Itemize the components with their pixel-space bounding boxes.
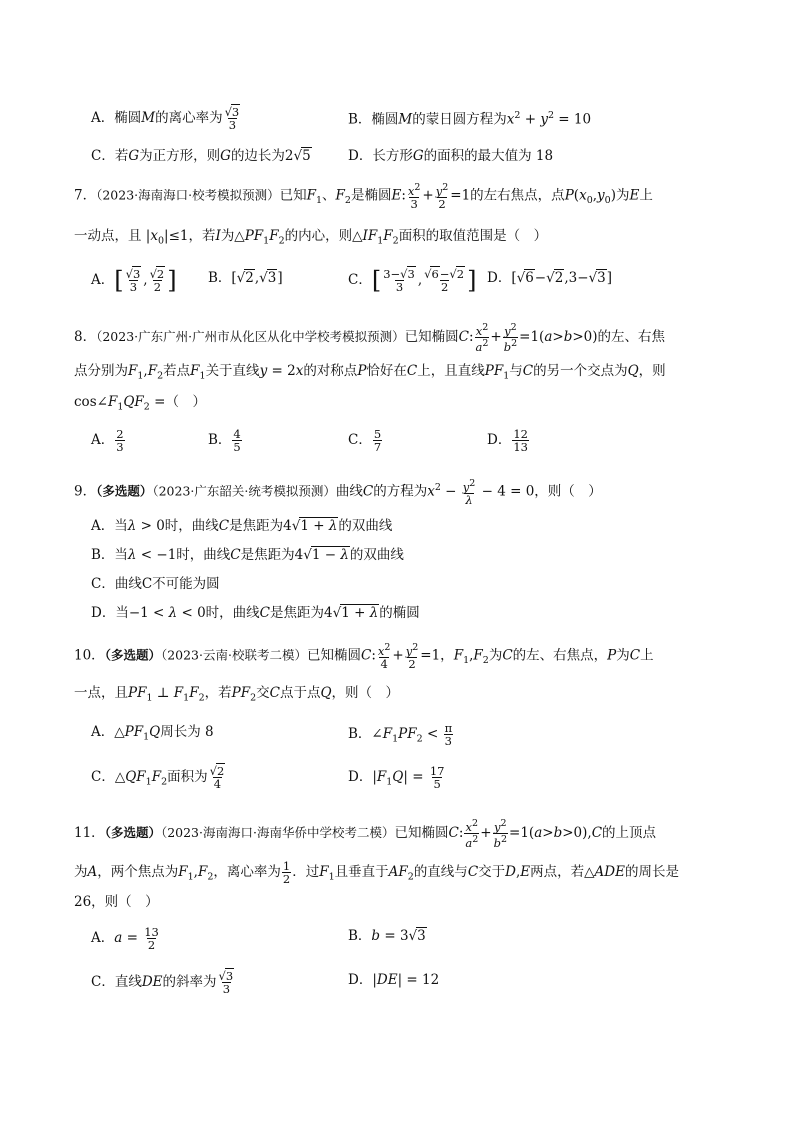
q10-line-1: 10．（多选题）（2023·云南·校联考二模）已知椭圆C: $\frac{x^2}{4}$ + $\frac{y^2}{2}$ =1，$F_1,F_2$为C的左、右焦点，P为C上 — [74, 642, 654, 671]
q9-line-1: 9．（多选题）（2023·广东韶关·统考模拟预测）曲线C的方程为$x^2$ − $\frac{y^2}{\lambda}$ − 4 = 0，则（ ） — [74, 478, 602, 507]
q10-option-d: D．$|F_1Q|$ = $\frac{17}{5}$ — [348, 764, 445, 791]
q6-option-c: C．若G为正方形，则G的边长为2√5 — [91, 148, 311, 164]
q8-option-b: B． $\frac{4}{5}$ — [208, 427, 241, 454]
q6-option-b: B．椭圆M的蒙日圆方程为$x^2 + y^2 = 10$ — [348, 110, 592, 128]
q8-line-1: 8．（2023·广东广州·广州市从化区从化中学校考模拟预测）已知椭圆C: $\frac{x^2}{a^2}$ + $\frac{y^2}{b^2}$ =1(a>b>0)的左、右焦 — [74, 322, 666, 354]
q11-line-3: 26，则（ ） — [74, 894, 159, 910]
q10-option-b: B．$\angle F_1PF_2$ < $\frac{\pi}{3}$ — [348, 721, 453, 748]
q10-option-a: A．$\triangle PF_1Q$周长为 8 — [91, 724, 214, 743]
q7-option-c: C．[ $\frac{3-√3}{3}$ , $\frac{√6-√2}{2}$ ] — [348, 266, 477, 295]
q7-line-1: 7．（2023·海南海口·校考模拟预测）已知$F_1$、$F_2$是椭圆E: $\frac{x^2}{3}$ + $\frac{y^2}{2}$ =1的左右焦点，点$P(x_0,y_0)$为E上 — [74, 182, 653, 211]
q8-option-d: D． $\frac{12}{13}$ — [487, 427, 528, 454]
q10-line-2: 一点，且$PF_1$ ⊥ $F_1F_2$，若$PF_2$交C点于点Q，则（ ） — [74, 685, 400, 704]
q7-option-a: A．[ $\frac{√3}{3}$ , $\frac{√2}{2}$ ] — [91, 266, 177, 295]
q9-option-a: A．当λ > 0时，曲线C是焦距为4√1 + λ的双曲线 — [91, 518, 393, 534]
q11-option-c: C．直线DE的斜率为 $\frac{√3}{3}$ — [91, 969, 234, 996]
q6-option-d: D．长方形G的面积的最大值为 18 — [348, 148, 554, 164]
q8-option-c: C． $\frac{5}{7}$ — [348, 427, 382, 454]
q11-option-b: B．b = 3√3 — [348, 928, 426, 944]
q10-option-c: C．$\triangle QF_1F_2$面积为 $\frac{√2}{4}$ — [91, 764, 225, 791]
q11-line-1: 11．（多选题）（2023·海南海口·海南华侨中学校考二模）已知椭圆C: $\frac{x^2}{a^2}$ + $\frac{y^2}{b^2}$ =1(a>b>0),C的上顶点 — [74, 818, 657, 850]
q7-line-2: 一动点，且 $|x_0|\le 1$，若I为$\triangle PF_1F_2$的内心，则$\triangle IF_1F_2$面积的取值范围是（ ） — [74, 228, 548, 247]
q9-option-b: B．当λ < −1时，曲线C是焦距为4√1 − λ的双曲线 — [91, 547, 404, 563]
q11-option-d: D．|DE| = 12 — [348, 972, 440, 988]
q9-option-c: C．曲线C不可能为圆 — [91, 576, 220, 592]
q7-option-d: D．[√6−√2,3−√3] — [487, 270, 612, 286]
q9-option-d: D．当−1 < λ < 0时，曲线C是焦距为4√1 + λ的椭圆 — [91, 605, 420, 621]
q8-line-2: 点分别为$F_1,F_2$若点$F_1$关于直线y = 2x的对称点P恰好在C上，且直线$PF_1$与C的另一个交点为Q，则 — [74, 363, 666, 382]
q11-line-2: 为A，两个焦点为$F_1,F_2$，离心率为 $\frac{1}{2}$ ．过$F_1$且垂直于$AF_2$的直线与C交于D,E两点，若△ADE的周长是 — [74, 859, 679, 886]
q7-option-b: B．[√2,√3] — [208, 270, 283, 286]
q6-option-a: A．椭圆M的离心率为 $\frac{√3}{3}$ — [91, 105, 240, 132]
q8-option-a: A． $\frac{2}{3}$ — [91, 427, 124, 454]
q11-option-a: A．a = $\frac{13}{2}$ — [91, 925, 159, 952]
q8-line-3: $\cos\angle F_1QF_2$ =（ ） — [74, 394, 206, 413]
